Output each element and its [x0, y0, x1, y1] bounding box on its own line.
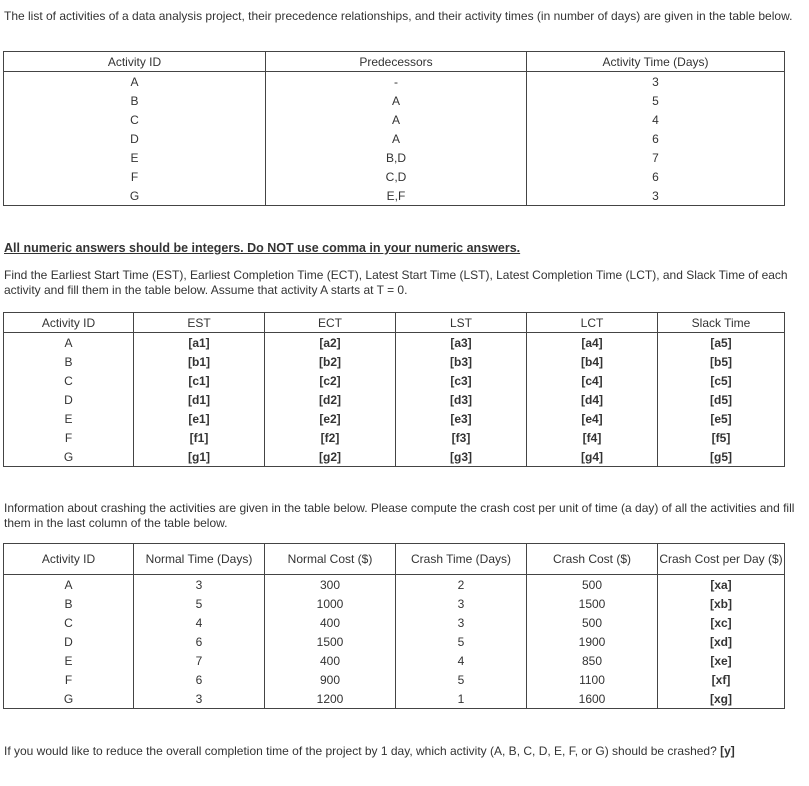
table-cell: [b5]: [658, 352, 785, 371]
table-cell: A: [266, 110, 527, 129]
table-cell: -: [266, 72, 527, 92]
table-cell: 3: [527, 72, 785, 92]
table-cell: 3: [527, 186, 785, 206]
table-cell: 4: [527, 110, 785, 129]
table-row: [4, 613, 785, 632]
table-cell: [g4]: [527, 447, 658, 467]
table-cell: A: [266, 91, 527, 110]
table-row: [4, 148, 785, 167]
table-cell: A: [4, 575, 134, 595]
instruction-text: Find the Earliest Start Time (EST), Earliest Completion Time (ECT), Latest Start Time (LST), Latest Completion Time (LCT), and Slack Time of each activity and fill them in the table below. Assume that activity A starts at T = 0.: [4, 268, 788, 297]
answer-placeholder-y: [y]: [720, 744, 735, 758]
table-cell: [e1]: [134, 409, 265, 428]
table-cell: 3: [396, 594, 527, 613]
column-header: Crash Cost per Day ($): [658, 544, 785, 575]
table-cell: [c5]: [658, 371, 785, 390]
table-cell: [xg]: [658, 689, 785, 709]
table-cell: 3: [134, 689, 265, 709]
column-header: Slack Time: [658, 313, 785, 333]
table-cell: 400: [265, 651, 396, 670]
table-cell: [b3]: [396, 352, 527, 371]
table-cell: F: [4, 428, 134, 447]
table-cell: B,D: [266, 148, 527, 167]
column-header: Crash Cost ($): [527, 544, 658, 575]
table-cell: B: [4, 594, 134, 613]
table-cell: 6: [527, 167, 785, 186]
table-cell: B: [4, 352, 134, 371]
table-cell: [d2]: [265, 390, 396, 409]
table-cell: G: [4, 689, 134, 709]
table-cell: [e2]: [265, 409, 396, 428]
column-header: LST: [396, 313, 527, 333]
table-cell: 6: [134, 632, 265, 651]
table-cell: [g2]: [265, 447, 396, 467]
table-cell: B: [4, 91, 266, 110]
table-row: [4, 371, 785, 390]
table-cell: 850: [527, 651, 658, 670]
column-header: Normal Cost ($): [265, 544, 396, 575]
column-header: ECT: [265, 313, 396, 333]
table-cell: 1600: [527, 689, 658, 709]
crash-info-text: Information about crashing the activities are given in the table below. Please compute the crash cost per unit of time (a day) of all the activities and fill them in the last column of the table below.: [4, 501, 795, 530]
table-cell: [g1]: [134, 447, 265, 467]
table-cell: F: [4, 670, 134, 689]
table-cell: G: [4, 186, 266, 206]
table-cell: 400: [265, 613, 396, 632]
table-cell: [e5]: [658, 409, 785, 428]
table-cell: [b2]: [265, 352, 396, 371]
table-cell: E,F: [266, 186, 527, 206]
table-cell: [f3]: [396, 428, 527, 447]
column-header: Predecessors: [266, 52, 527, 72]
table-cell: D: [4, 129, 266, 148]
table-cell: G: [4, 447, 134, 467]
table-cell: 1200: [265, 689, 396, 709]
activity-precedence-table: [3, 51, 785, 206]
table-cell: 1: [396, 689, 527, 709]
table-cell: [c1]: [134, 371, 265, 390]
table-cell: E: [4, 409, 134, 428]
table-cell: 6: [527, 129, 785, 148]
schedule-times-table: [3, 312, 785, 467]
table-cell: 5: [396, 632, 527, 651]
column-header: Activity ID: [4, 544, 134, 575]
table-cell: [a4]: [527, 333, 658, 353]
table-cell: C: [4, 371, 134, 390]
table-cell: 5: [134, 594, 265, 613]
column-header: Crash Time (Days): [396, 544, 527, 575]
crash-cost-table: [3, 543, 785, 709]
column-header: Activity ID: [4, 52, 266, 72]
table-cell: [a3]: [396, 333, 527, 353]
table-cell: A: [4, 72, 266, 92]
table-cell: [g3]: [396, 447, 527, 467]
table-cell: 3: [396, 613, 527, 632]
table-cell: 500: [527, 613, 658, 632]
table-cell: 4: [134, 613, 265, 632]
table-cell: [e4]: [527, 409, 658, 428]
table-cell: 5: [396, 670, 527, 689]
table-cell: [d1]: [134, 390, 265, 409]
table-row: [4, 352, 785, 371]
table-cell: [b4]: [527, 352, 658, 371]
table-cell: 3: [134, 575, 265, 595]
final-question: [4, 744, 804, 759]
table-cell: 4: [396, 651, 527, 670]
table-cell: D: [4, 632, 134, 651]
table-cell: [xd]: [658, 632, 785, 651]
table-cell: F: [4, 167, 266, 186]
table-cell: [d4]: [527, 390, 658, 409]
table-cell: 7: [134, 651, 265, 670]
table-row: [4, 651, 785, 670]
table-cell: 1500: [527, 594, 658, 613]
table-cell: C,D: [266, 167, 527, 186]
table-cell: [xa]: [658, 575, 785, 595]
table-row: [4, 167, 785, 186]
table-cell: E: [4, 651, 134, 670]
table-row: [4, 428, 785, 447]
column-header: Activity ID: [4, 313, 134, 333]
table-row: [4, 186, 785, 206]
column-header: LCT: [527, 313, 658, 333]
table-cell: 5: [527, 91, 785, 110]
table-cell: [e3]: [396, 409, 527, 428]
table-cell: C: [4, 110, 266, 129]
table-header-row: [4, 544, 785, 575]
table-cell: [c2]: [265, 371, 396, 390]
table-row: [4, 390, 785, 409]
table-cell: E: [4, 148, 266, 167]
table-row: [4, 72, 785, 92]
table-cell: [g5]: [658, 447, 785, 467]
table-cell: 1900: [527, 632, 658, 651]
table-cell: [xb]: [658, 594, 785, 613]
table-cell: A: [266, 129, 527, 148]
table-cell: [c4]: [527, 371, 658, 390]
final-question-text: If you would like to reduce the overall completion time of the project by 1 day, which activity (A, B, C, D, E, F, or G) should be crashed?: [4, 744, 717, 758]
table-row: [4, 110, 785, 129]
table-row: [4, 575, 785, 595]
table-cell: [a2]: [265, 333, 396, 353]
table-row: [4, 409, 785, 428]
table-cell: [f2]: [265, 428, 396, 447]
intro-text: The list of activities of a data analysis project, their precedence relationships, and their activity times (in number of days) are given in the table below.: [4, 9, 793, 23]
table-cell: [xf]: [658, 670, 785, 689]
table-cell: [b1]: [134, 352, 265, 371]
table-cell: 900: [265, 670, 396, 689]
table-cell: C: [4, 613, 134, 632]
table-cell: 1500: [265, 632, 396, 651]
table-row: [4, 129, 785, 148]
table-row: [4, 447, 785, 467]
table-row: [4, 632, 785, 651]
table-header-row: [4, 52, 785, 72]
table-cell: 2: [396, 575, 527, 595]
column-header: Normal Time (Days): [134, 544, 265, 575]
table-row: [4, 689, 785, 709]
column-header: Activity Time (Days): [527, 52, 785, 72]
table-cell: [d5]: [658, 390, 785, 409]
table-cell: 300: [265, 575, 396, 595]
table-cell: A: [4, 333, 134, 353]
table-cell: 500: [527, 575, 658, 595]
table-row: [4, 670, 785, 689]
table-header-row: [4, 313, 785, 333]
table-row: [4, 91, 785, 110]
column-header: EST: [134, 313, 265, 333]
table-cell: 6: [134, 670, 265, 689]
table-cell: [d3]: [396, 390, 527, 409]
table-cell: D: [4, 390, 134, 409]
table-row: [4, 333, 785, 353]
instruction-heading: All numeric answers should be integers. Do NOT use comma in your numeric answers.: [4, 241, 521, 255]
table-cell: 1000: [265, 594, 396, 613]
table-cell: [a5]: [658, 333, 785, 353]
table-cell: [f5]: [658, 428, 785, 447]
table-cell: [xc]: [658, 613, 785, 632]
table-cell: 7: [527, 148, 785, 167]
table-cell: 1100: [527, 670, 658, 689]
table-cell: [c3]: [396, 371, 527, 390]
table-cell: [a1]: [134, 333, 265, 353]
table-row: [4, 594, 785, 613]
table-cell: [xe]: [658, 651, 785, 670]
table-cell: [f1]: [134, 428, 265, 447]
table-cell: [f4]: [527, 428, 658, 447]
